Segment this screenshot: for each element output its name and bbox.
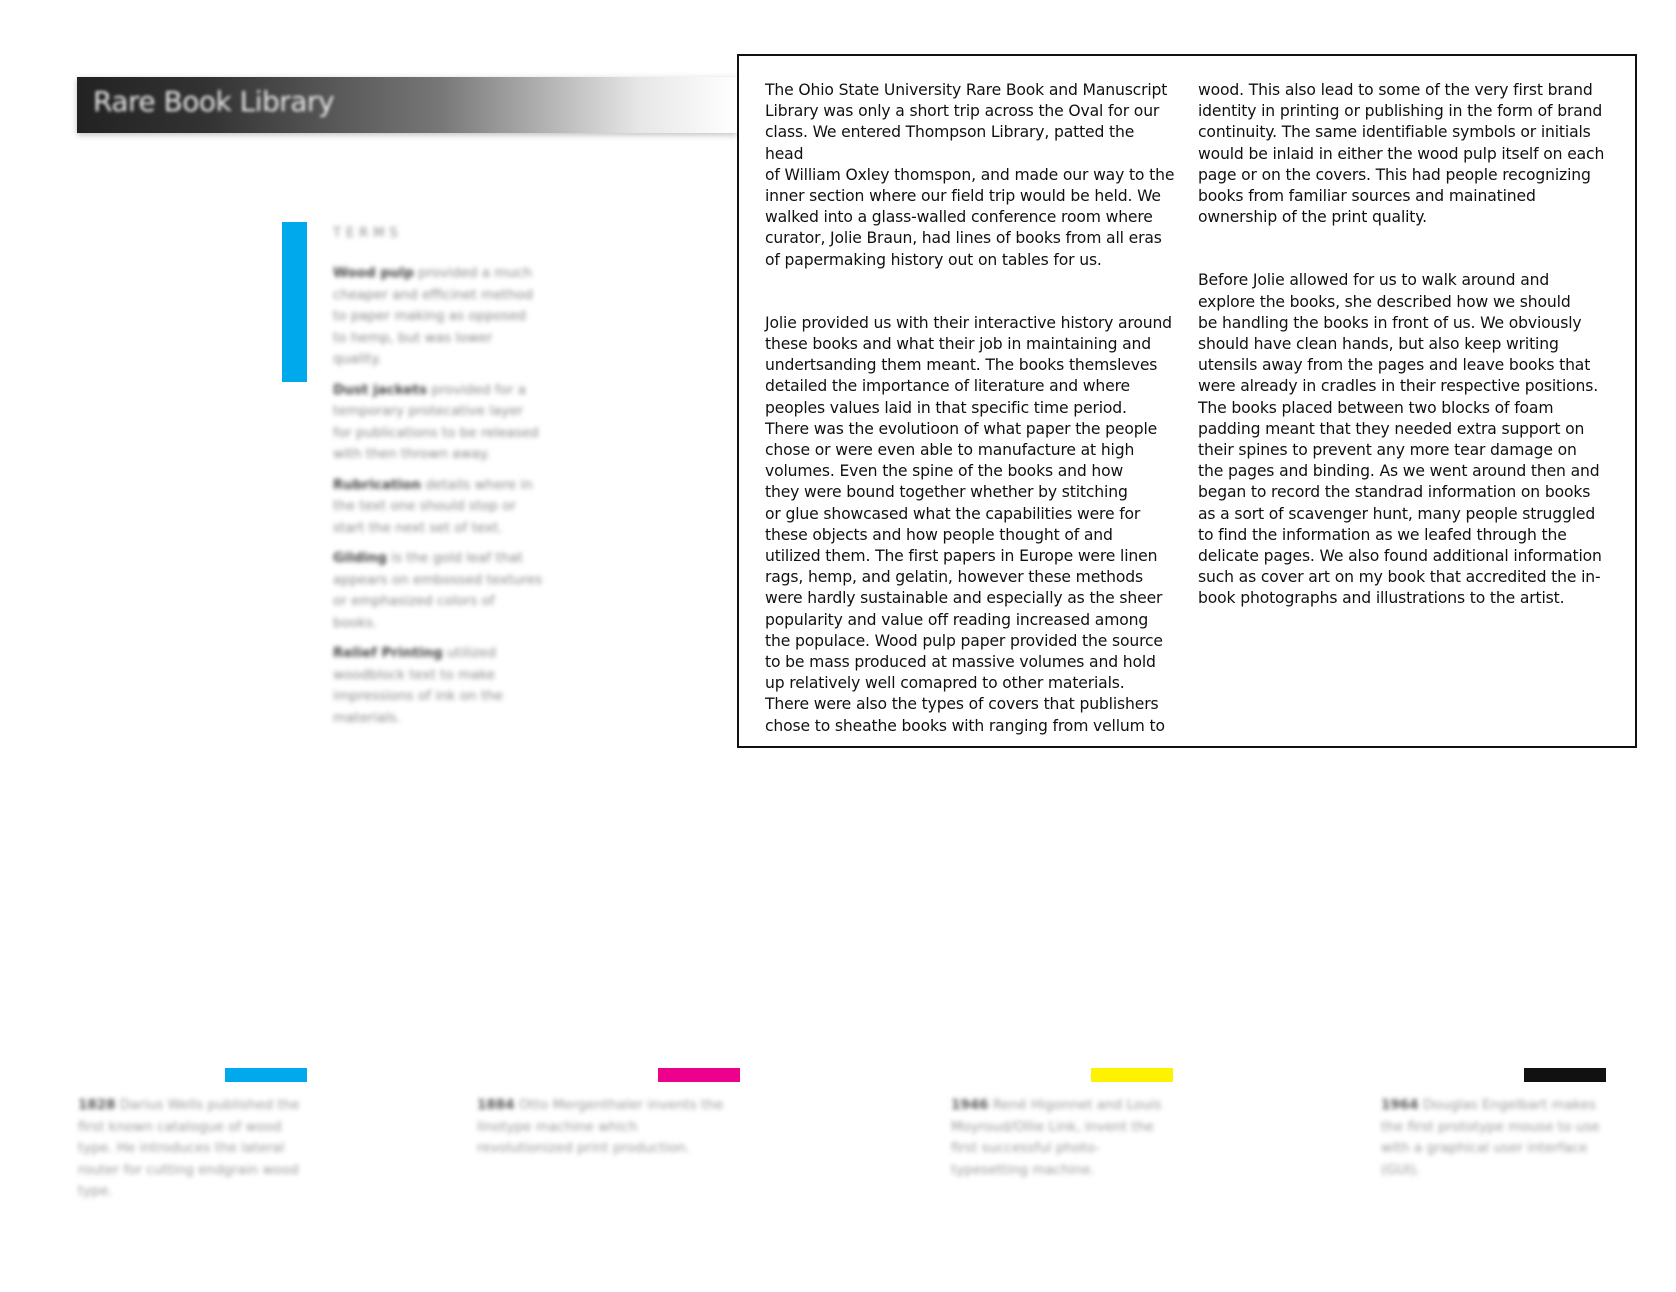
timeline-bar-black <box>1524 1068 1606 1082</box>
section-banner <box>77 77 737 133</box>
term-name: Relief Printing <box>333 645 443 661</box>
term-name: Rubrication <box>333 476 422 493</box>
timeline-entry-1828 <box>78 1095 303 1203</box>
timeline-text: Otto Mergenthaler invents the linotype machine which revolutionized print production. <box>477 1097 724 1156</box>
article-paragraph: Before Jolie allowed for us to walk around and explore the books, she described how we should be handling the books in front of us. We obviously should have clean hands, but also keep writing utensils away from the pages and leave books that were already in cradles in their respective positions. The books placed between two blocks of foam padding meant that they needed extra support on their spines to prevent any more tear damage on the pages and binding. As we went around then and began to record the standrad information on books as a sort of scavenger hunt, many people struggled to find the information as we leafed through the delicate pages. We also found additional information such as cover art on my book that accredited the in- book photographs and illustrations to the artist. <box>1198 271 1602 608</box>
term-definition: provided a much cheaper and efficinet method to paper making as opposed to hemp, but was lower quality. <box>333 265 534 367</box>
term-rubrication <box>333 475 543 540</box>
term-definition: details where in the text one should stop or start the next set of text. <box>333 476 533 536</box>
article-paragraph: wood. This also lead to some of the very first brand identity in printing or publishing in the form of brand continuity. The same identifiable symbols or initials would be inlaid in either the wood pulp itself on each page or on the covers. This had people recognizing books from familiar sources and mainatined ownership of the print quality. <box>1198 81 1605 227</box>
term-wood-pulp <box>333 263 543 371</box>
timeline-year: 1884 <box>477 1097 515 1113</box>
terms-accent-bar <box>282 222 307 382</box>
article-paragraph: The Ohio State University Rare Book and Manuscript Library was only a short trip across the Oval for our class. We entered Thompson Library, patted the head of William Oxley thomspon, and made our way to the inner section where our field trip would be held. We walked into a glass-walled conference room where curator, Jolie Braun, had lines of books from all eras of papermaking history out on tables for us. <box>765 81 1175 269</box>
article-box <box>737 54 1637 748</box>
timeline-entry-1946 <box>951 1095 1166 1181</box>
timeline-year: 1828 <box>78 1097 116 1113</box>
terms-panel <box>333 226 543 738</box>
timeline-year: 1964 <box>1381 1097 1419 1113</box>
timeline-entry-1884 <box>477 1095 737 1160</box>
timeline-bar-cyan <box>225 1068 307 1082</box>
timeline-bar-yellow <box>1091 1068 1173 1082</box>
timeline-entry-1964 <box>1381 1095 1606 1181</box>
term-name: Dust jackets <box>333 381 428 398</box>
term-name: Gilding <box>333 550 387 566</box>
timeline-text: René Higonnet and Louis Moyroud/Ollie Link, invent the first successful phototypesetting machine. <box>951 1097 1162 1178</box>
article-column-left <box>765 80 1175 737</box>
banner-title: Rare Book Library <box>93 85 335 118</box>
terms-heading: TERMS <box>333 226 403 241</box>
article-column-right <box>1198 80 1608 610</box>
term-gilding <box>333 548 543 634</box>
article-paragraph: Jolie provided us with their interactive history around these books and what their job in maintaining and undertsanding them meant. The books themsleves detailed the importance of literature and where peoples values laid in that specific time period. There was the evolutioon of what paper the people chose or were even able to manufacture at high volumes. Even the spine of the books and how they were bound together whether by stitching or glue showcased what the capabilities were for these objects and how people thought of and utilized them. The first papers in Europe were linen rags, hemp, and gelatin, however these methods were hardly sustainable and especially as the sheer popularity and value off reading increased among the populace. Wood pulp paper provided the source to be mass produced at massive volumes and hold up relatively well comapred to other materials. There were also the types of covers that publishers chose to sheathe books with ranging from vellum to <box>765 313 1172 735</box>
timeline-text: Douglas Engelbart makes the first prototype mouse to use with a graphical user interface (GUI). <box>1381 1097 1600 1178</box>
timeline-text: Darius Wells published the first known catalogue of wood type. He introduces the lateral router for cutting endgrain wood type. <box>78 1097 300 1199</box>
term-definition: is the gold leaf that appears on embossed textures or emphasized colors of books. <box>333 550 543 631</box>
term-name: Wood pulp <box>333 265 414 281</box>
timeline-year: 1946 <box>951 1097 989 1113</box>
term-relief-printing <box>333 643 543 729</box>
timeline-bar-magenta <box>658 1068 740 1082</box>
term-definition: provided for a temporary protecative layer for publications to be released with then thrown away. <box>333 381 539 462</box>
term-dust-jackets <box>333 380 543 466</box>
term-definition: utilized woodblock text to make impressions of ink on the materials. <box>333 645 503 726</box>
